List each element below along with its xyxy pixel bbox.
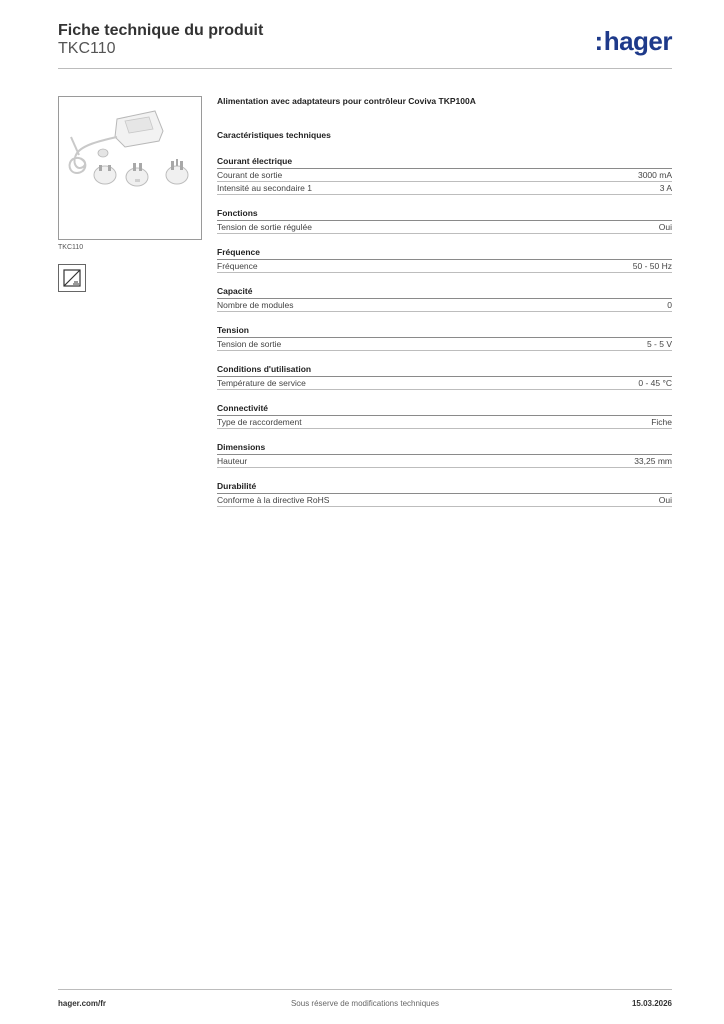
logo-text: hager <box>603 26 672 56</box>
spec-group <box>217 285 672 312</box>
spec-group-title: Connectivité <box>217 402 672 416</box>
spec-group-title: Fonctions <box>217 207 672 221</box>
page-title: Fiche technique du produit <box>58 22 264 39</box>
spec-label: Tension de sortie régulée <box>217 222 312 232</box>
spec-label: Température de service <box>217 378 306 388</box>
footer-date: 15.03.2026 <box>631 999 672 1008</box>
spec-label: Tension de sortie <box>217 339 282 349</box>
spec-label: Hauteur <box>217 456 248 466</box>
spec-row <box>217 221 672 234</box>
product-image-caption: TKC110 <box>58 244 84 251</box>
spec-group <box>217 155 672 195</box>
footer-website-link[interactable]: hager.com/fr <box>58 999 107 1008</box>
spec-row <box>217 455 672 468</box>
spec-group-title: Durabilité <box>217 480 672 494</box>
spec-label: Nombre de modules <box>217 300 294 310</box>
spec-row <box>217 338 672 351</box>
spec-value: Oui <box>658 495 672 505</box>
specifications-panel <box>217 96 672 519</box>
spec-group-title: Courant électrique <box>217 155 672 169</box>
spec-value: Oui <box>658 222 672 232</box>
spec-value: 0 <box>667 300 672 310</box>
spec-label: Intensité au secondaire 1 <box>217 183 312 193</box>
spec-group-title: Fréquence <box>217 246 672 260</box>
spec-group <box>217 480 672 507</box>
power-adapter-illustration <box>59 97 201 239</box>
spec-row <box>217 416 672 429</box>
spec-label: Conforme à la directive RoHS <box>217 495 330 505</box>
spec-group <box>217 441 672 468</box>
spec-group <box>217 402 672 429</box>
product-description: Alimentation avec adaptateurs pour contrôleur Coviva TKP100A <box>217 96 476 106</box>
spec-value: 3 A <box>659 183 672 193</box>
spec-label: Type de raccordement <box>217 417 302 427</box>
spec-label: Fréquence <box>217 261 258 271</box>
spec-row <box>217 377 672 390</box>
spec-value: 3000 mA <box>637 170 672 180</box>
squared-slash-icon <box>59 265 85 291</box>
spec-value: Fiche <box>651 417 672 427</box>
product-reference: TKC110 <box>58 40 116 57</box>
page-footer <box>58 989 672 1012</box>
spec-row <box>217 169 672 182</box>
spec-group <box>217 324 672 351</box>
hager-logo: :hager <box>594 26 672 56</box>
spec-group-title: Capacité <box>217 285 672 299</box>
spec-group-title: Dimensions <box>217 441 672 455</box>
spec-group <box>217 207 672 234</box>
spec-group-title: Tension <box>217 324 672 338</box>
specs-heading: Caractéristiques techniques <box>217 130 331 140</box>
spec-row <box>217 260 672 273</box>
page-header <box>58 20 672 69</box>
spec-value: 0 - 45 °C <box>638 378 672 388</box>
spec-label: Courant de sortie <box>217 170 283 180</box>
spec-value: 5 - 5 V <box>646 339 672 349</box>
certification-pictogram <box>58 264 86 292</box>
spec-row <box>217 299 672 312</box>
product-image <box>58 96 202 240</box>
spec-value: 33,25 mm <box>634 456 672 466</box>
spec-value: 50 - 50 Hz <box>632 261 672 271</box>
footer-disclaimer: Sous réserve de modifications techniques <box>290 999 440 1008</box>
spec-group <box>217 246 672 273</box>
spec-group-title: Conditions d'utilisation <box>217 363 672 377</box>
spec-group <box>217 363 672 390</box>
spec-row <box>217 494 672 507</box>
spec-row <box>217 182 672 195</box>
